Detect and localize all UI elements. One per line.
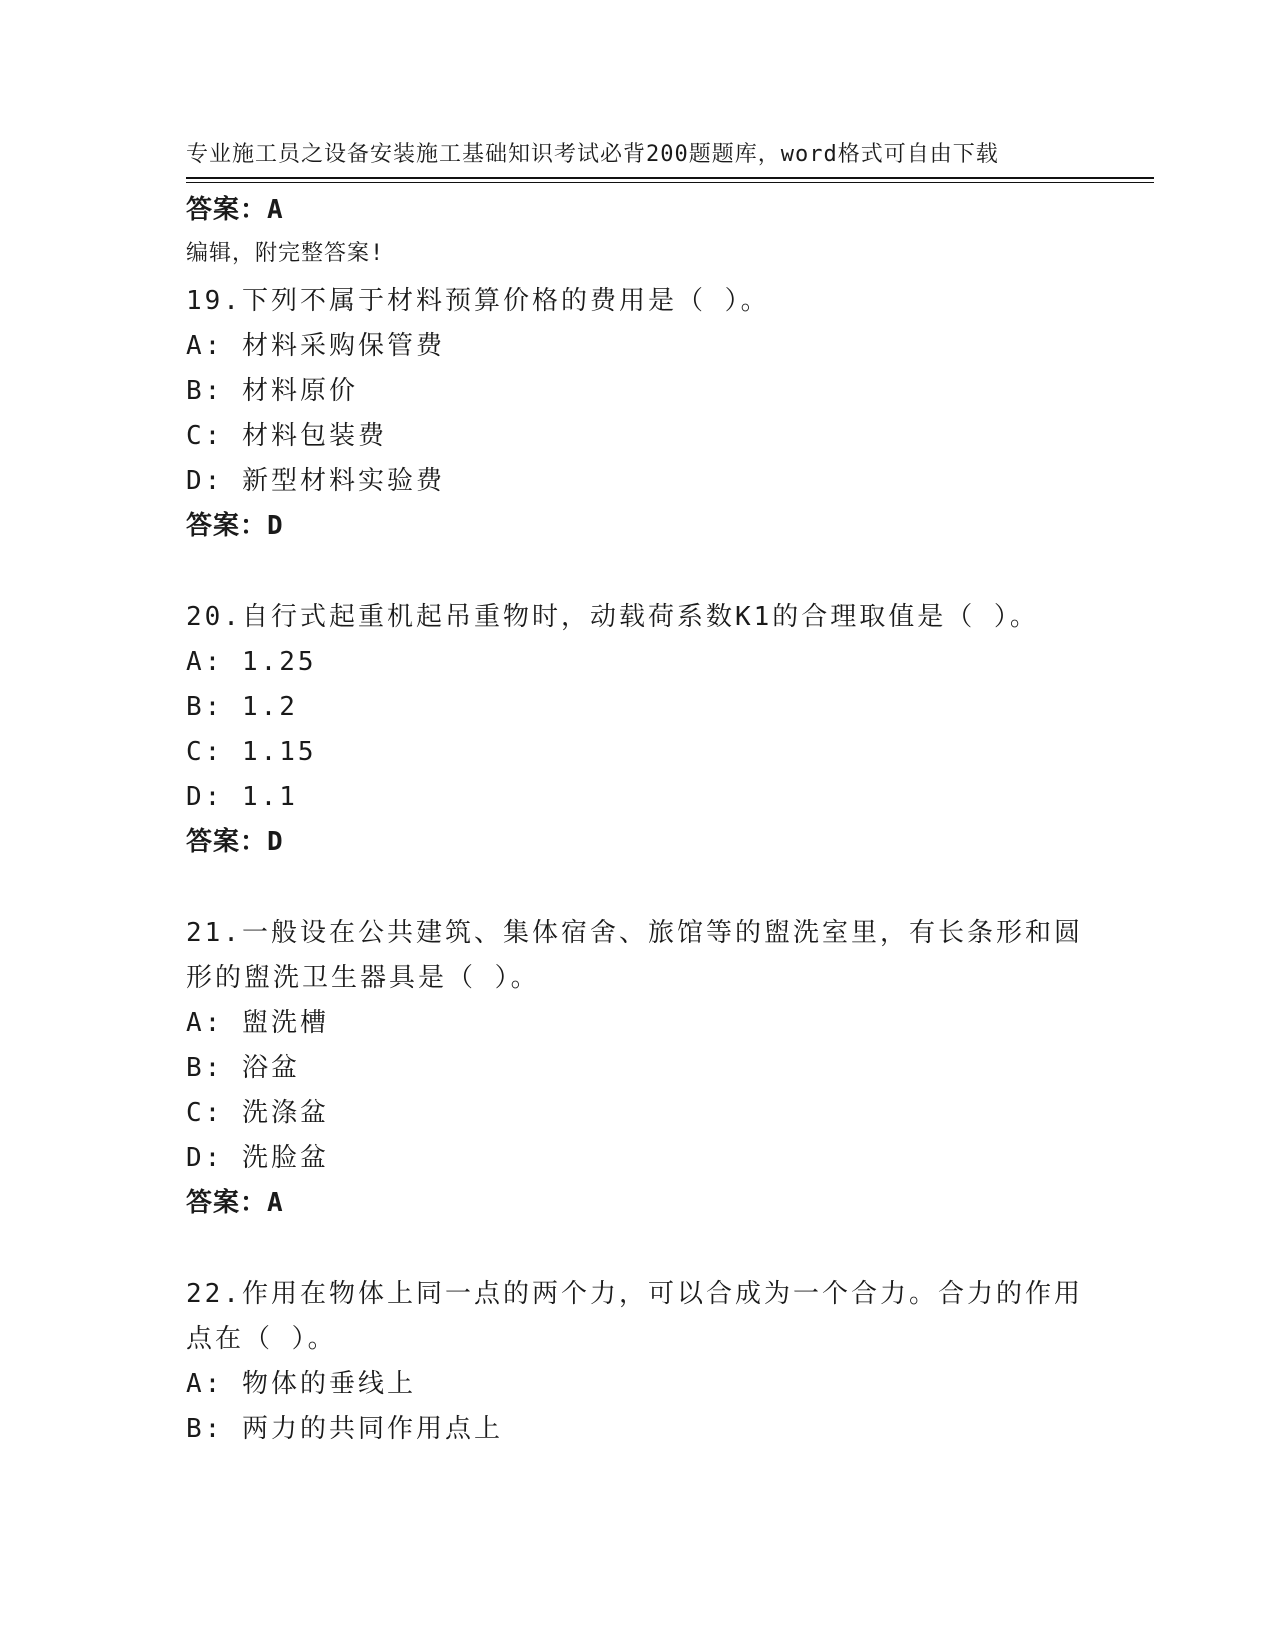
question-19-option-b: B: 材料原价 [186, 376, 358, 406]
question-19-option-a: A: 材料采购保管费 [186, 331, 445, 361]
header-divider-thick [186, 177, 1154, 179]
answer-19: 答案：D [186, 511, 284, 541]
spacer [186, 549, 1086, 595]
question-22-option-b: B: 两力的共同作用点上 [186, 1414, 503, 1444]
question-19-option-c: C: 材料包装费 [186, 421, 387, 451]
question-22 [186, 1272, 1086, 1452]
question-21-option-d: D: 洗脸盆 [186, 1143, 329, 1173]
header-line-1: 专业施工员之设备安装施工基础知识考试必背200题题库，word格式可自由下载 [186, 142, 999, 167]
answer-21: 答案：A [186, 1188, 284, 1218]
question-20 [186, 595, 1086, 865]
header-line-2: 编辑，附完整答案! [186, 241, 385, 266]
question-22-text-line-2: 点在（ ）。 [186, 1324, 337, 1354]
question-21-text-line-1: 21.一般设在公共建筑、集体宿舍、旅馆等的盥洗室里，有长条形和圆 [186, 918, 1083, 948]
question-19-option-d: D: 新型材料实验费 [186, 466, 445, 496]
question-21-option-c: C: 洗涤盆 [186, 1098, 329, 1128]
question-20-option-c: C: 1.15 [186, 737, 317, 767]
question-19 [186, 279, 1086, 549]
question-21-option-b: B: 浴盆 [186, 1053, 300, 1083]
header-divider-thin [186, 182, 1154, 183]
answer-18: 答案：A [186, 195, 284, 225]
spacer [186, 865, 1086, 911]
question-22-option-a: A: 物体的垂线上 [186, 1369, 416, 1399]
question-21 [186, 911, 1086, 1226]
question-20-option-b: B: 1.2 [186, 692, 298, 722]
spacer [186, 1226, 1086, 1272]
question-21-option-a: A: 盥洗槽 [186, 1008, 329, 1038]
question-21-text-line-2: 形的盥洗卫生器具是（ ）。 [186, 963, 540, 993]
question-20-option-a: A: 1.25 [186, 647, 317, 677]
spacer [186, 233, 1086, 279]
question-22-text-line-1: 22.作用在物体上同一点的两个力，可以合成为一个合力。合力的作用 [186, 1279, 1083, 1309]
question-20-text: 20.自行式起重机起吊重物时，动载荷系数K1的合理取值是（ ）。 [186, 602, 1039, 632]
question-19-text: 19.下列不属于材料预算价格的费用是（ ）。 [186, 286, 770, 316]
answer-20: 答案：D [186, 827, 284, 857]
question-list [186, 188, 1086, 1452]
question-20-option-d: D: 1.1 [186, 782, 298, 812]
